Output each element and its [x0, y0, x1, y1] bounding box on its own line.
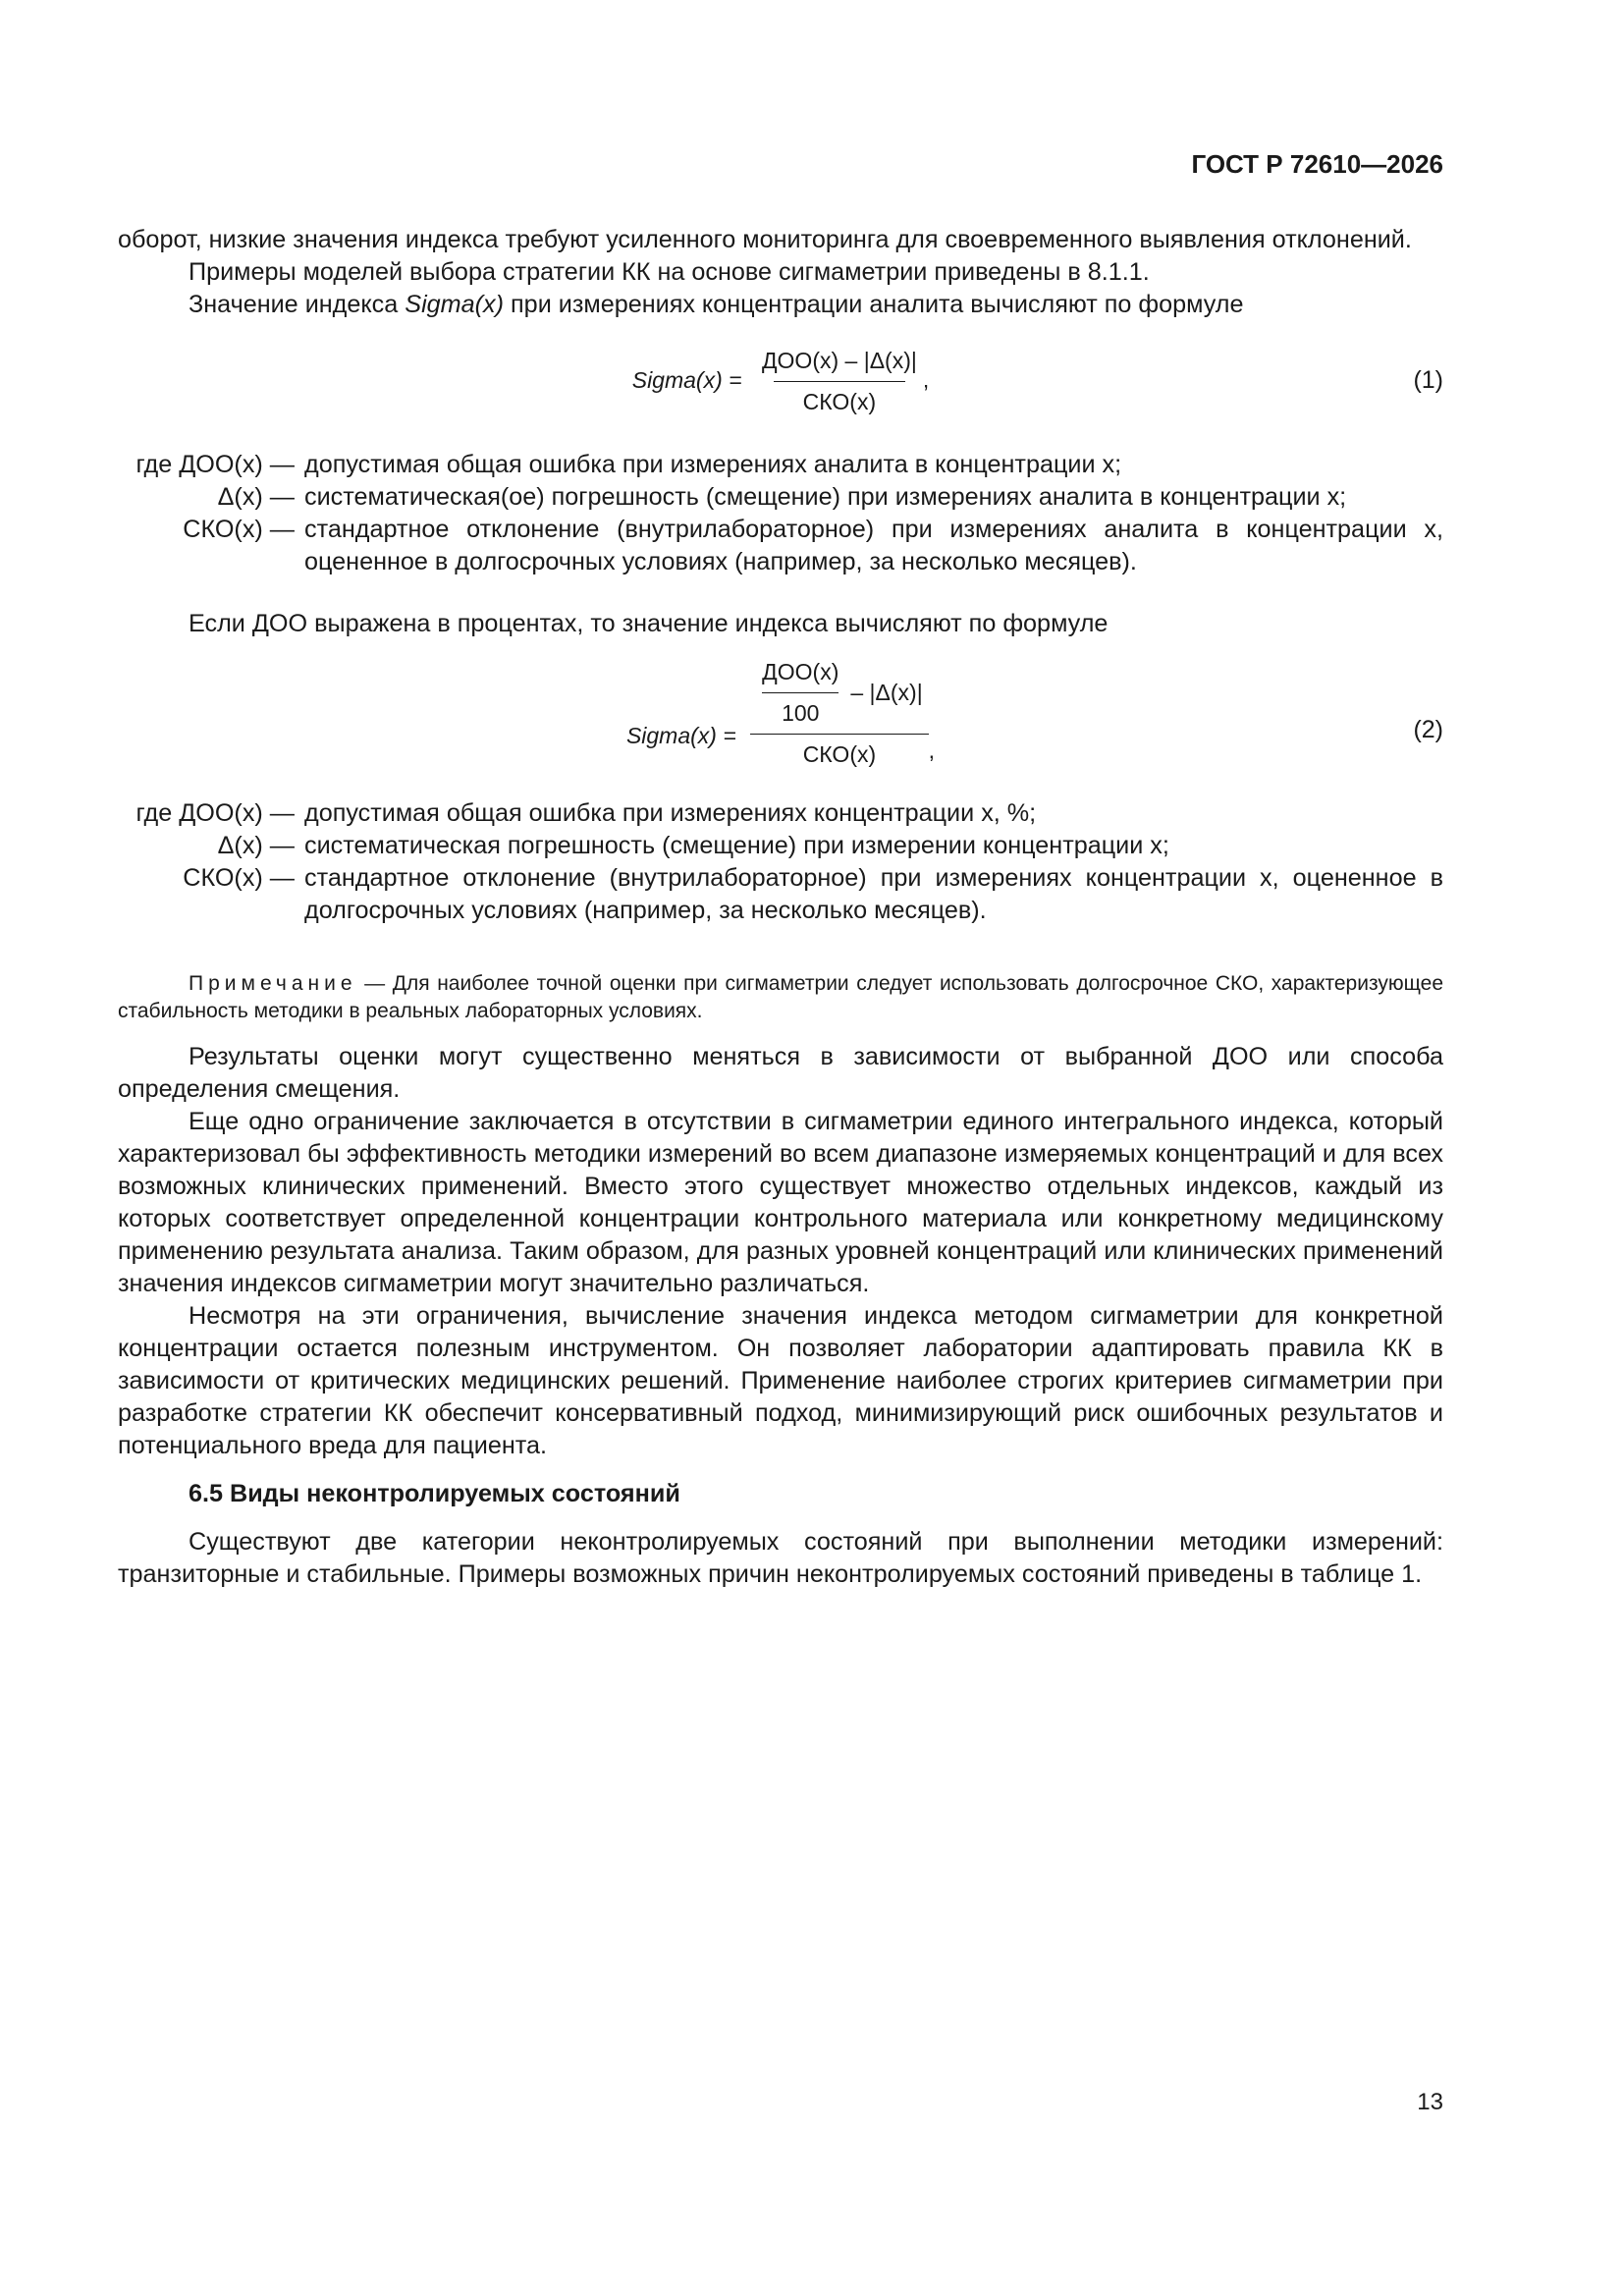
formula-2-number: (2) [1413, 716, 1443, 743]
paragraph-categories: Существуют две категории неконтролируемых состояний при выполнении методики измерений: транзиторные и стабильные. Примеры возможных причин неконтролируемых состояний приведены в таблице 1. [118, 1528, 1443, 1588]
formula-1-number: (1) [1413, 366, 1443, 394]
where-1-desc-doo: допустимая общая ошибка при измерениях аналита в концентрации x; [304, 451, 1122, 478]
where-2-desc-doo: допустимая общая ошибка при измерениях концентрации x, %; [304, 799, 1037, 827]
paragraph-percent-formula-intro: Если ДОО выражена в процентах, то значение индекса вычисляют по формуле [189, 610, 1109, 637]
where-list-1 [118, 449, 1443, 578]
where-2-desc-delta: систематическая погрешность (смещение) при измерении концентрации x; [304, 832, 1169, 859]
page-body [118, 224, 1443, 1591]
where-2-term-sko: СКО(x) — [183, 864, 295, 892]
paragraph-results-variation: Результаты оценки могут существенно меняться в зависимости от выбранной ДОО или способа определения смещения. [118, 1043, 1443, 1103]
where-1-desc-delta: систематическая(ое) погрешность (смещение) при измерениях аналита в концентрации x; [304, 483, 1347, 511]
where-2-desc-sko: стандартное отклонение (внутрилабораторное) при измерениях концентрации x, оцененное в долгосрочных условиях (например, за несколько месяцев). [304, 864, 1443, 924]
where-2-term-delta: Δ(x) — [217, 832, 295, 859]
where-2-term-doo: где ДОО(x) — [135, 799, 295, 827]
where-1-desc-sko: стандартное отклонение (внутрилабораторное) при измерениях аналита в концентрации x, оцененное в долгосрочных условиях (например, за несколько месяцев). [304, 516, 1443, 575]
page-number: 13 [1417, 2089, 1443, 2115]
paragraph-formula-intro: Значение индекса Sigma(x) при измерениях концентрации аналита вычисляют по формуле [189, 291, 1244, 318]
formula-2-denominator: СКО(x) [750, 734, 929, 771]
note [118, 970, 1443, 1025]
formula-2-inner-fraction [756, 656, 844, 730]
formula-2-inner-denominator: 100 [762, 692, 839, 730]
paragraph-despite-limitations: Несмотря на эти ограничения, вычисление значения индекса методом сигмаметрии для конкретной концентрации остается полезным инструментом. Он позволяет лаборатории адаптировать правила КК в зависимости от критических медицинских решений. Применение наиболее строгих критериев сигмаметрии при разработке стратегии КК обеспечит консервативный подход, минимизирующий риск ошибочных результатов и потенциального вреда для пациента. [118, 1302, 1443, 1459]
paragraph-models-reference: Примеры моделей выбора стратегии КК на основе сигмаметрии приведены в 8.1.1. [189, 258, 1150, 286]
formula-1 [118, 333, 1443, 427]
formula-1-fraction [756, 345, 923, 418]
formula-1-numerator: ДОО(x) – |Δ(x)| [761, 347, 917, 373]
formula-2-minus-part: – |Δ(x)| [850, 680, 923, 705]
formula-1-lhs: Sigma(x) = [631, 366, 742, 393]
formula-1-denominator: СКО(x) [774, 381, 905, 418]
where-list-2 [118, 797, 1443, 927]
paragraph-continuation: оборот, низкие значения индекса требуют усиленного мониторинга для своевременного выявления отклонений. [118, 226, 1412, 253]
formula-2-fraction [750, 656, 929, 771]
where-1-term-doo: где ДОО(x) — [135, 451, 295, 478]
where-1-term-sko: СКО(x) — [183, 516, 295, 543]
formula-2-numerator [750, 656, 929, 734]
formula-2-comma: , [928, 738, 936, 763]
formula-2-lhs: Sigma(x) = [625, 722, 736, 748]
note-label: Примечание [189, 972, 357, 995]
paragraph-limitation: Еще одно ограничение заключается в отсутствии в сигмаметрии единого интегрального индекса, который характеризовал бы эффективность методики измерений во всем диапазоне измеряемых концентраций и для всех возможных клинических применений. Вместо этого существует множество отдельных индексов, каждый из которых соответствует определенной концентрации контрольного материала или конкретному медицинскому применению результата анализа. Таким образом, для разных уровней концентраций или клинических применений значения индексов сигмаметрии могут значительно различаться. [118, 1108, 1443, 1297]
section-heading-6-5: 6.5 Виды неконтролируемых состояний [189, 1480, 680, 1507]
formula-2-inner-numerator: ДОО(x) [762, 659, 839, 684]
document-id-header: ГОСТ Р 72610—2026 [1191, 149, 1443, 179]
note-text: — Для наиболее точной оценки при сигмаметрии следует использовать долгосрочное СКО, характеризующее стабильность методики в реальных лабораторных условиях. [118, 972, 1443, 1022]
where-1-term-delta: Δ(x) — [217, 483, 295, 511]
formula-2 [118, 656, 1443, 784]
formula-1-comma: , [922, 366, 930, 393]
